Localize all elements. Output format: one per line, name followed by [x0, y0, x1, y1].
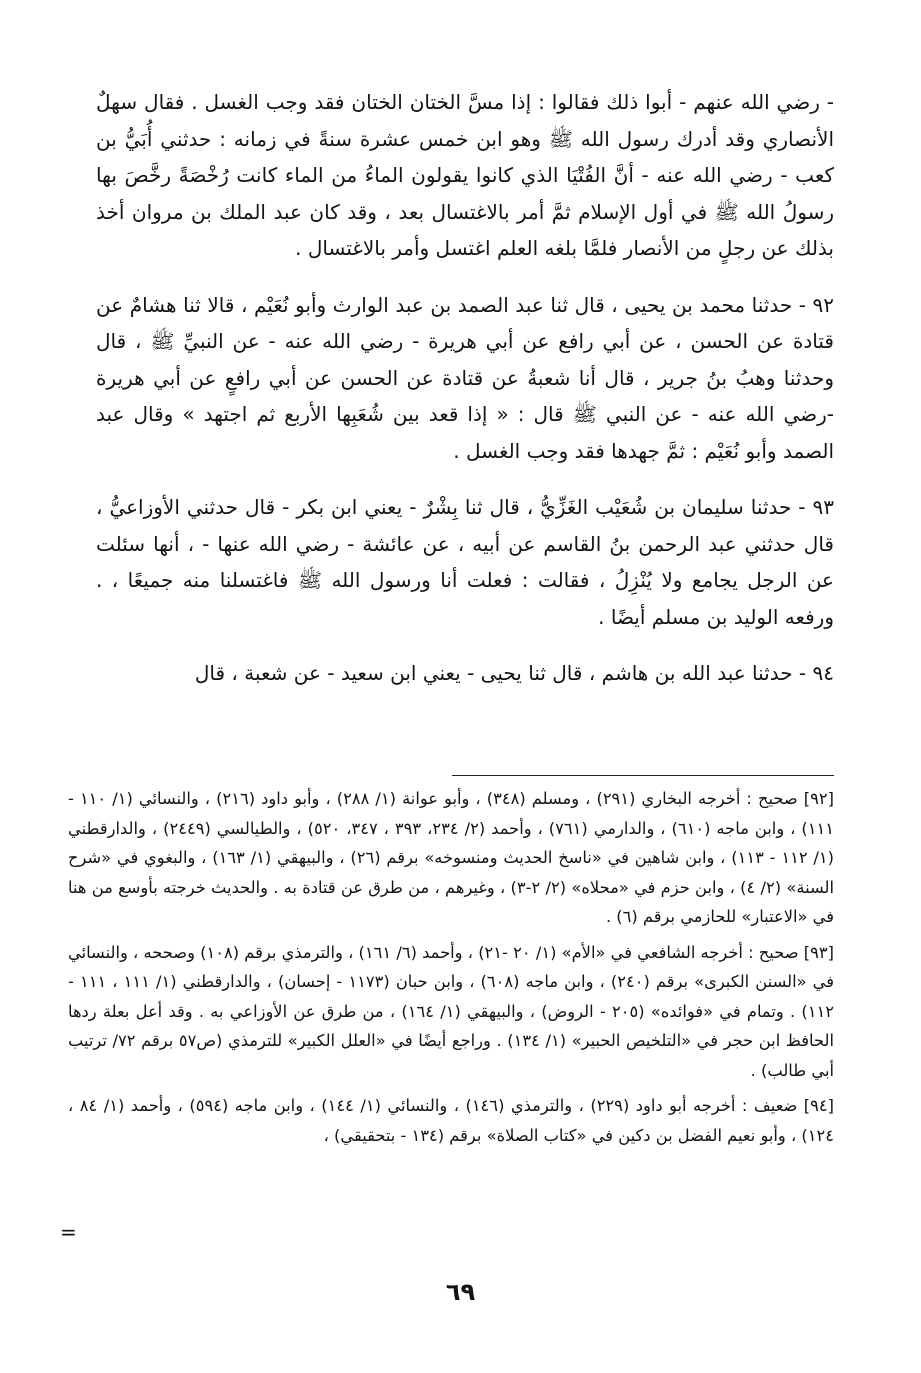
page-number: ٦٩ — [445, 1278, 476, 1306]
continuation-mark: = — [60, 1220, 77, 1244]
hadith-93: ٩٣ - حدثنا سليمان بن شُعَيْب الغَزِّيُّ ، قال ثنا بِشْرٌ - يعني ابن بكر - قال حدثني الأوزاعيُّ ، قال حدثني عبد الرحمن بنُ القاسم عن أبيه ، عن عائشة - رضي الله عنها - ، أنها سئلت عن الرجل يجامع ولا يُنْزِلُ ، فقالت : فعلت أنا ورسول الله ﷺ فاغتسلنا منه جميعًا ، . ورفعه الوليد بن مسلم أيضًا . — [96, 495, 834, 629]
footnote-93: [٩٣] صحيح : أخرجه الشافعي في «الأم» (١/ ٢٠ -٢١) ، وأحمد (٦/ ١٦١) ، والترمذي برقم (١٠٨) وصححه ، والنسائي في «السنن الكبرى» برقم (٢٤٠) ، وابن ماجه (٦٠٨) ، وابن حبان (١١٧٣ - إحسان) ، والدارقطني (١/ ١١١ ، ١١١ - ١١٢) . وتمام في «فوائده» (٢٠٥ - الروض) ، والبيهقي (١/ ١٦٤) ، من طرق عن الأوزاعي به . وقد أعل بعلة ردها الحافظ ابن حجر في «التلخيص الحبير» (١/ ١٣٤) . وراجع أيضًا في «العلل الكبير» للترمذي (ص٥٧ برقم ٧٢/ ترتيب أبي طالب) . — [68, 942, 834, 1080]
footnote-92: [٩٢] صحيح : أخرجه البخاري (٢٩١) ، ومسلم (٣٤٨) ، وأبو عوانة (١/ ٢٨٨) ، وأبو داود (٢١٦) ، والنسائي (١/ ١١٠ - ١١١) ، وابن ماجه (٦١٠) ، والدارمي (٧٦١) ، وأحمد (٢/ ٢٣٤، ٣٩٣ ، ٣٤٧، ٥٢٠) ، والطيالسي (٢٤٤٩) ، والدارقطني (١/ ١١٢ - ١١٣) ، وابن شاهين في «ناسخ الحديث ومنسوخه» برقم (٢٦) ، والبيهقي (١/ ١٦٣) ، والبغوي في «شرح السنة» (٢/ ٤) ، وابن حزم في «محلاه» (٢/ ٢-٣) ، وغيرهم ، من طرق عن قتادة به . والحديث خرجته بأوسع من هنا في «الاعتبار» للحازمي برقم (٦) . — [68, 789, 835, 926]
footnote-separator — [452, 775, 834, 776]
main-text — [96, 84, 834, 692]
hadith-94: ٩٤ - حدثنا عبد الله بن هاشم ، قال ثنا يحيى - يعني ابن سعيد - عن شعبة ، قال — [194, 661, 834, 685]
paragraph-intro: - رضي الله عنهم - أبوا ذلك فقالوا : إذا مسَّ الختان الختان فقد وجب الغسل . فقال سهلٌ الأنصاري وقد أدرك رسول الله ﷺ وهو ابن خمس عشرة سنةً في زمانه : حدثني أُبَيُّ بن كعب - رضي الله عنه - أنَّ الفُتْيَا الذي كانوا يقولون الماءُ من الماء كانت رُخْصَةً رخَّصَ بها رسولُ الله ﷺ في أول الإسلام ثمَّ أمر بالاغتسال بعد ، وقد كان عبد الملك بن مروان أخذ بذلك عن رجلٍ من الأنصار فلمَّا بلغه العلم اغتسل وأمر بالاغتسال . — [96, 90, 834, 260]
hadith-92: ٩٢ - حدثنا محمد بن يحيى ، قال ثنا عبد الصمد بن عبد الوارث وأبو نُعَيْم ، قالا ثنا هشامٌ عن قتادة عن الحسن ، عن أبي رافع عن أبي هريرة - رضي الله عنه - عن النبيِّ ﷺ ، قال وحدثنا وهبُ بنُ جرير ، قال أنا شعبةُ عن قتادة عن الحسن عن أبي رافعٍ عن أبي هريرة -رضي الله عنه - عن النبي ﷺ قال : « إذا قعد بين شُعَبِها الأربع ثم اجتهد » وقال عبد الصمد وأبو نُعَيْم : ثمَّ جهدها فقد وجب الغسل . — [96, 292, 834, 463]
footnotes — [68, 784, 834, 1150]
footnote-94: [٩٤] ضعيف : أخرجه أبو داود (٢٢٩) ، والترمذي (١٤٦) ، والنسائي (١/ ١٤٤) ، وابن ماجه (٥٩٤) ، وأحمد (١/ ٨٤ ، ١٢٤) ، وأبو نعيم الفضل بن دكين في «كتاب الصلاة» برقم (١٣٤ - بتحقيقي) ، — [68, 1096, 834, 1145]
